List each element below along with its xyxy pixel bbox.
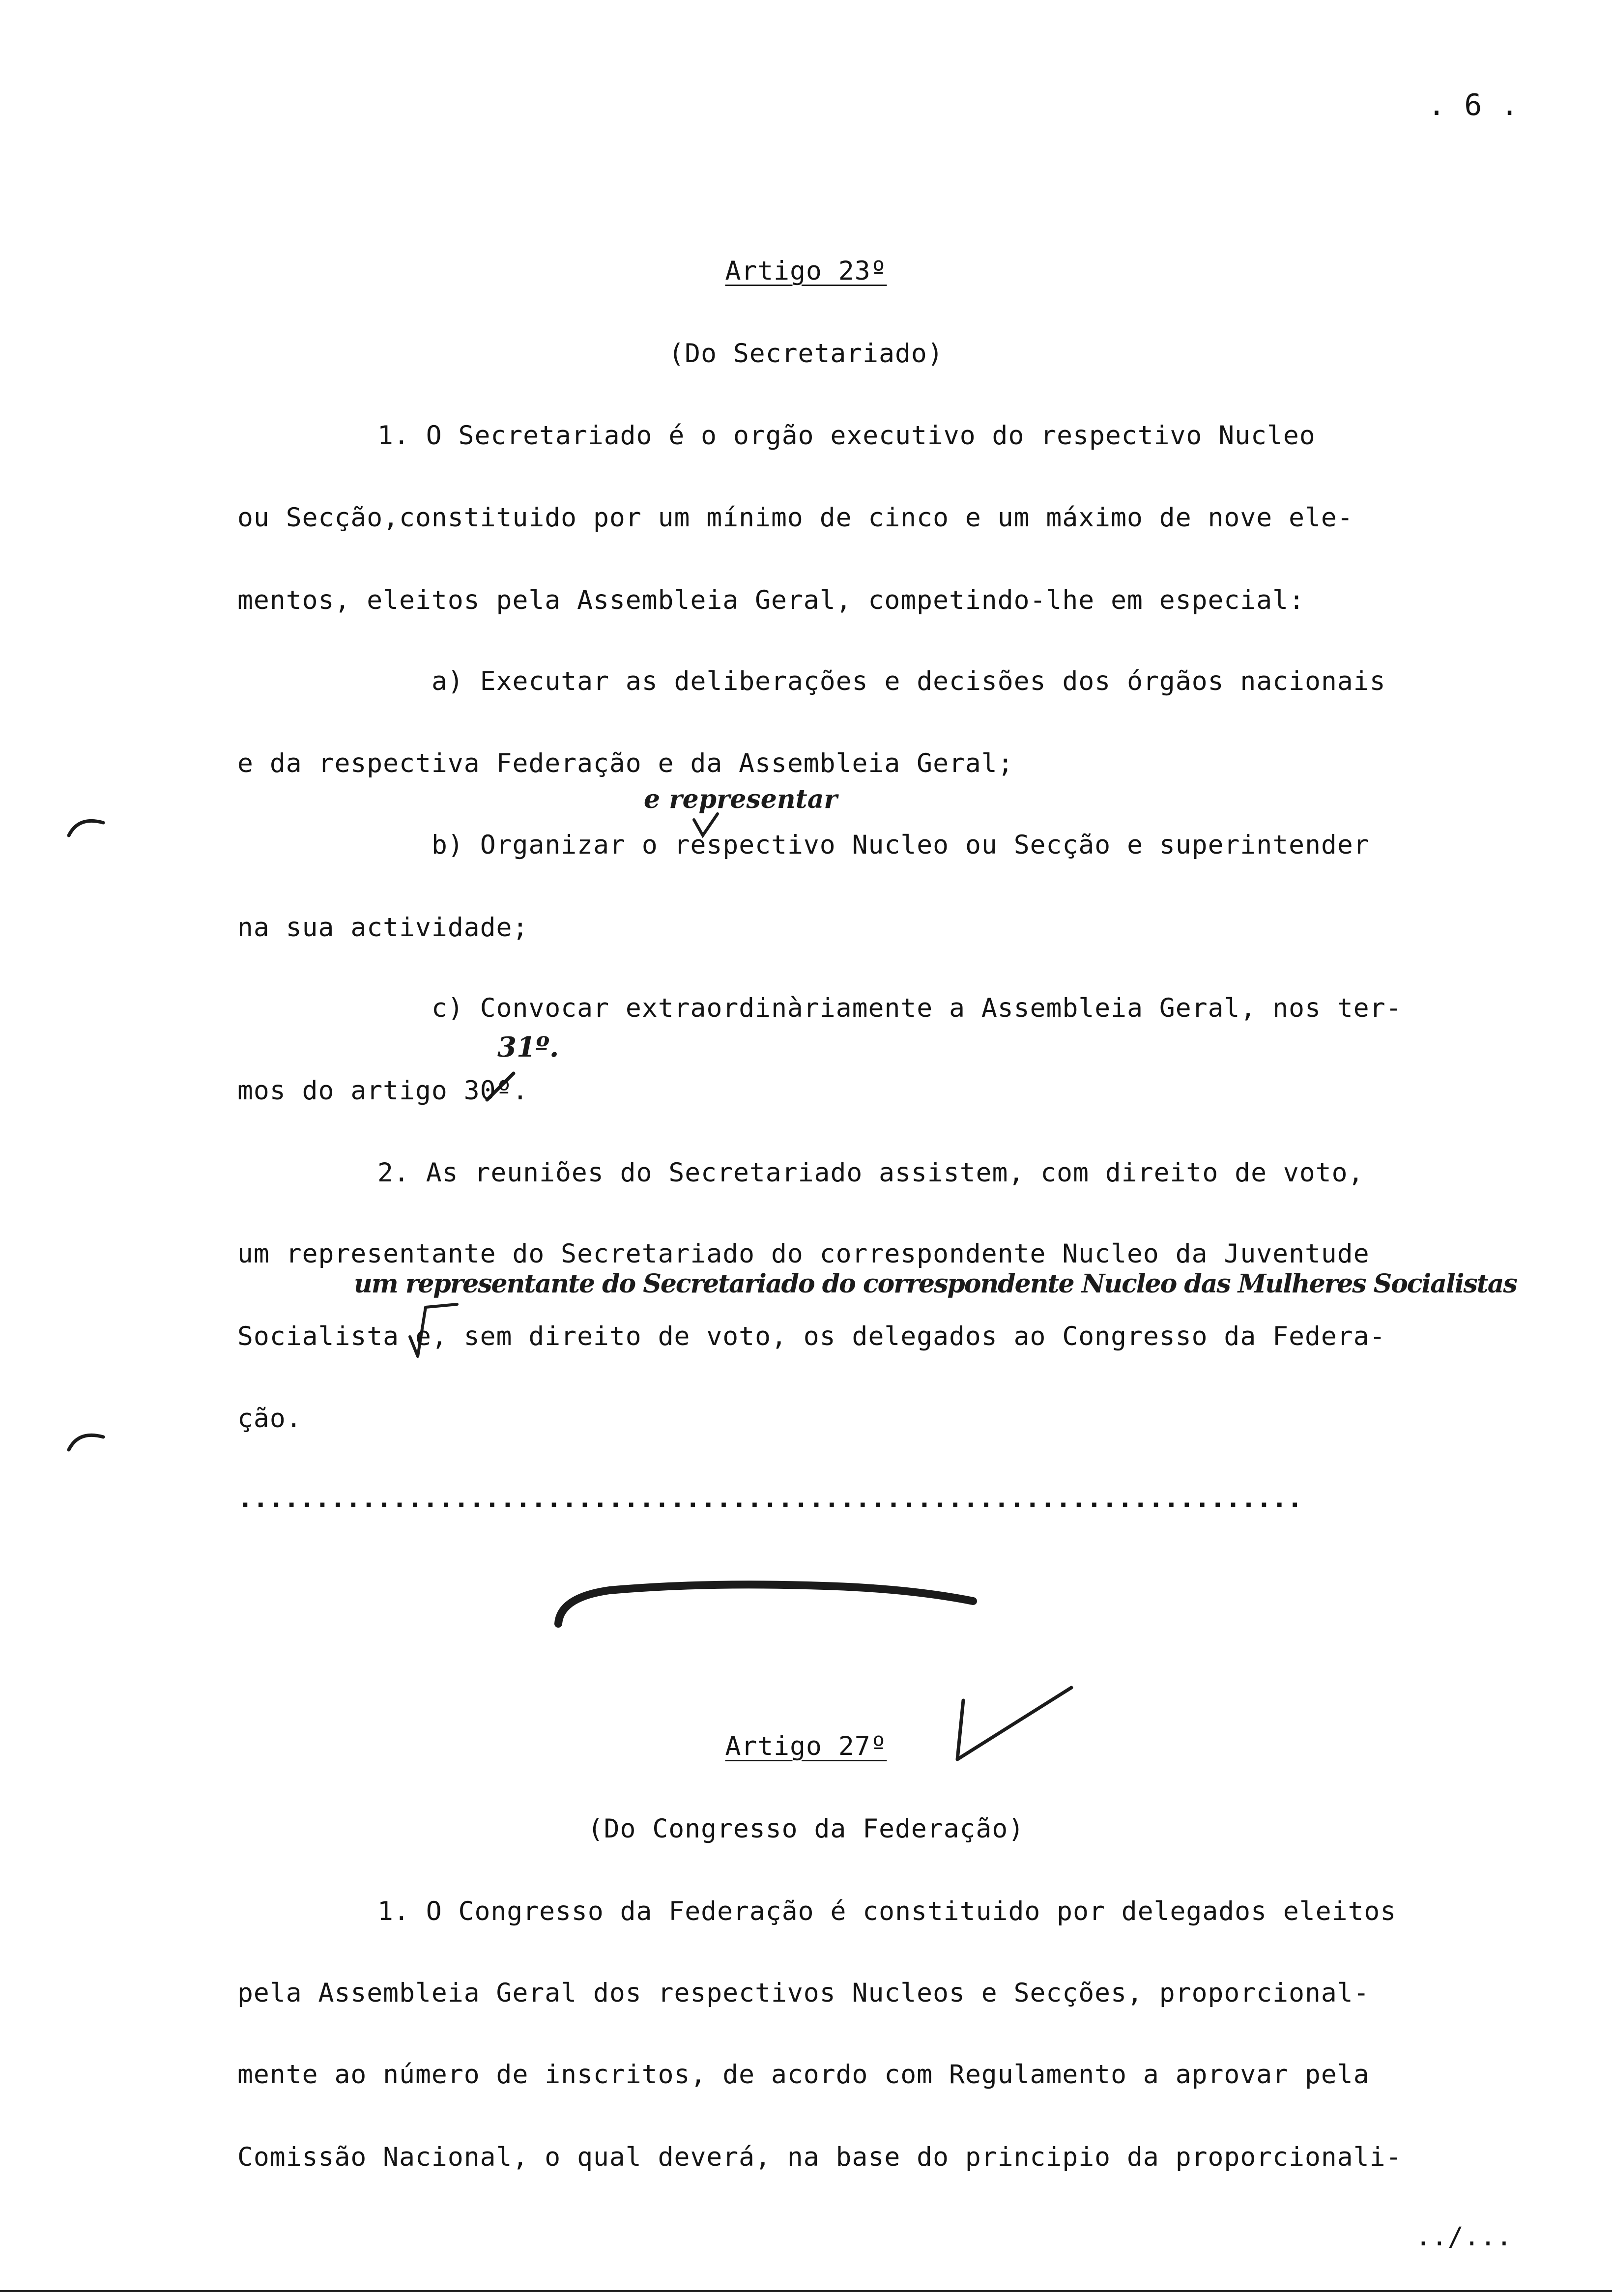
margin-mark-icon [64, 1425, 108, 1455]
checkmark-icon [953, 1681, 1076, 1769]
page-continuation: ../... [1415, 2222, 1513, 2252]
pen-stroke-icon [550, 1573, 993, 1632]
paragraph-line: 2. As reuniões do Secretariado assistem, com direito de voto, [377, 1158, 1364, 1188]
paragraph-line: 1. O Secretariado é o orgão executivo do respectivo Nucleo [377, 421, 1316, 451]
paragraph-line: c) Convocar extraordinàriamente a Assembleia Geral, nos ter- [432, 993, 1402, 1023]
paragraph-line: Socialista e, sem direito de voto, os delegados ao Congresso da Federa- [237, 1321, 1386, 1351]
paragraph-line: um representante do Secretariado do correspondente Nucleo da Juventude [237, 1239, 1370, 1269]
paragraph-line: e da respectiva Federação e da Assembleia Geral; [237, 748, 1014, 778]
paragraph-line: ou Secção,constituido por um mínimo de cinco e um máximo de nove ele- [237, 503, 1353, 533]
paragraph-line: mente ao número de inscritos, de acordo com Regulamento a aprovar pela [237, 2060, 1370, 2090]
paragraph-line: ção. [237, 1404, 302, 1434]
paragraph-line: na sua actividade; [237, 913, 529, 943]
handwritten-article-number: 31º. [497, 1031, 559, 1063]
article-23-heading: Artigo 23º [725, 256, 887, 286]
paragraph-line: b) Organizar o respectivo Nucleo ou Secção e superintender [432, 830, 1370, 860]
paragraph-line: mentos, eleitos pela Assembleia Geral, competindo-lhe em especial: [237, 585, 1305, 615]
article-27-subtitle: (Do Congresso da Federação) [587, 1814, 1025, 1844]
dotted-separator: ..................................................................... [237, 1484, 1303, 1514]
article-27-heading: Artigo 27º [725, 1731, 887, 1761]
paragraph-line: pela Assembleia Geral dos respectivos Nucleos e Secções, proporcional- [237, 1978, 1370, 2008]
page-number: . 6 . [1428, 88, 1519, 122]
paragraph-line: 1. O Congresso da Federação é constituido por delegados eleitos [377, 1896, 1397, 1926]
paragraph-line: Comissão Nacional, o qual deverá, na base do principio da proporcionali- [237, 2142, 1402, 2172]
margin-mark-icon [64, 811, 108, 840]
handwritten-insertion: um representante do Secretariado do correspondente Nucleo das Mulheres Socialistas [354, 1269, 1517, 1299]
article-23-subtitle: (Do Secretariado) [668, 339, 944, 369]
bottom-edge-line [0, 2290, 1612, 2292]
handwritten-annotation: e representar [644, 784, 837, 814]
paragraph-line: a) Executar as deliberações e decisões dos órgãos nacionais [432, 666, 1386, 696]
paragraph-line: mos do artigo 30º. [237, 1076, 529, 1106]
